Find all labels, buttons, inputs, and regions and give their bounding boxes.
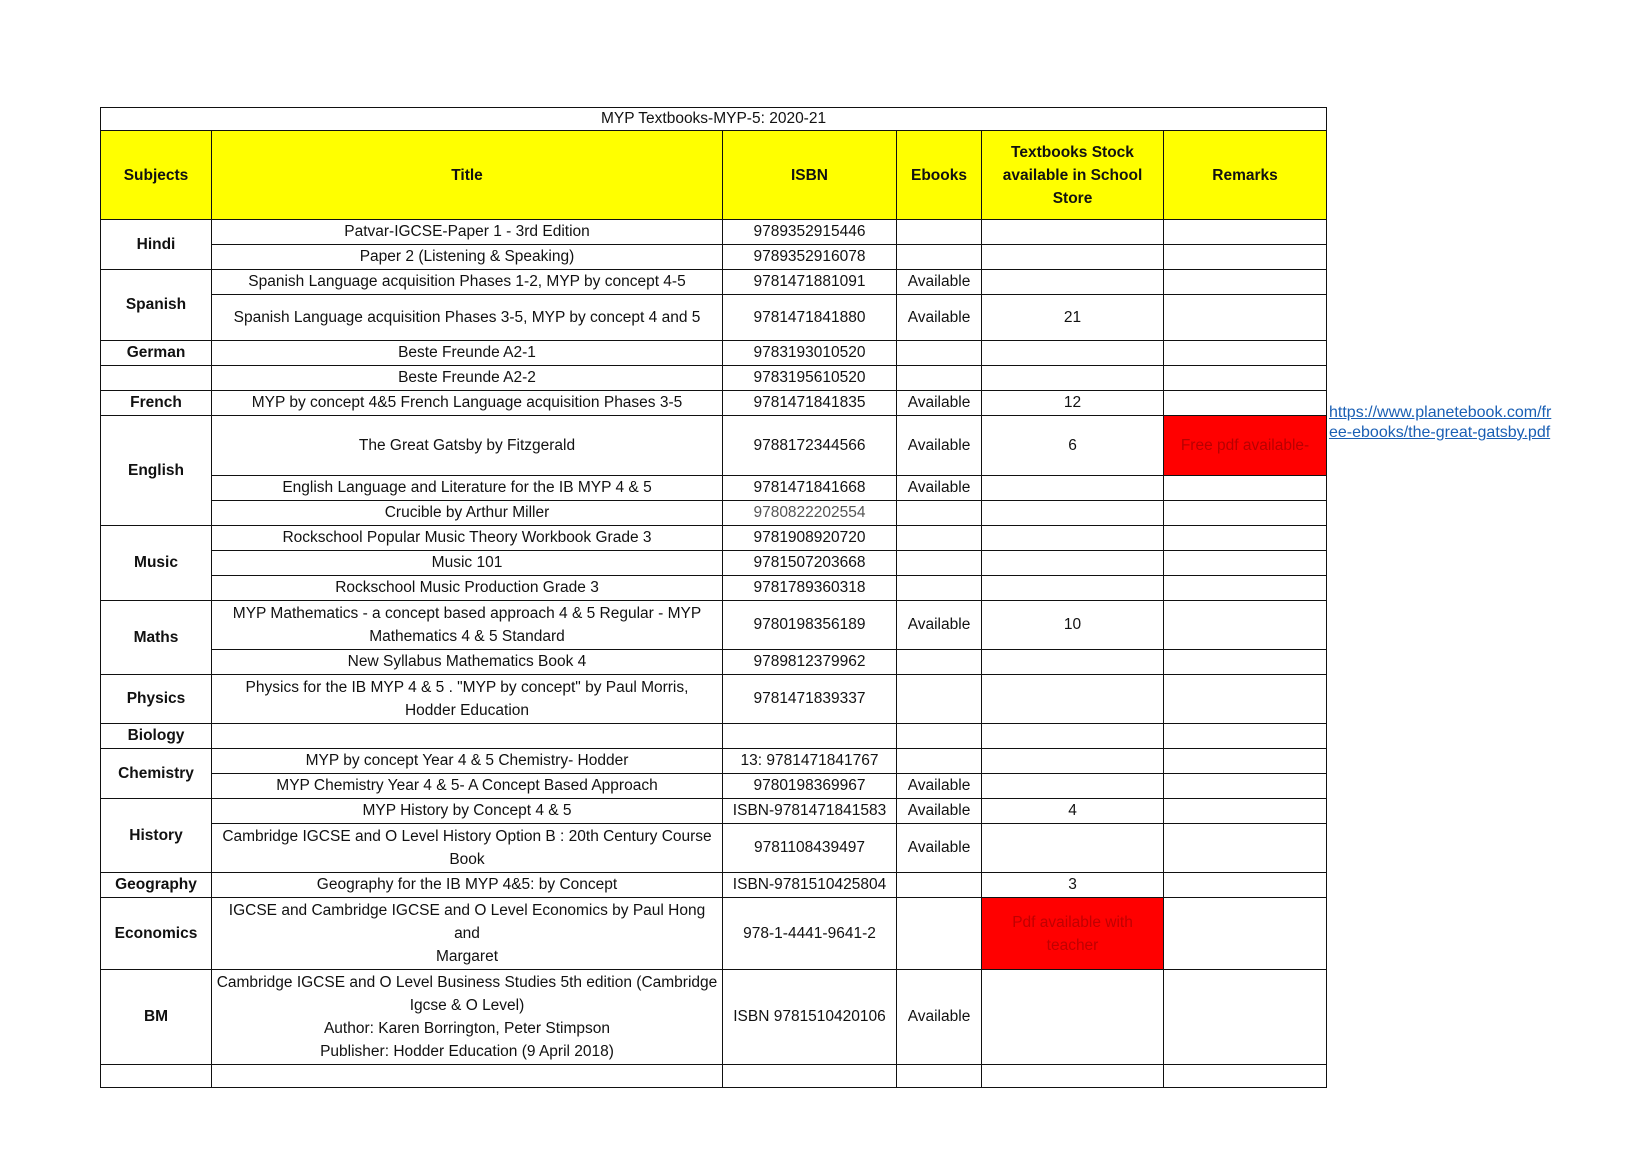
table-row bbox=[101, 341, 1327, 366]
header-remarks: Remarks bbox=[1164, 131, 1327, 220]
header-isbn: ISBN bbox=[723, 131, 897, 220]
remarks-cell bbox=[1164, 675, 1327, 724]
stock-cell bbox=[982, 366, 1164, 391]
book-isbn: 9781471841880 bbox=[723, 295, 897, 341]
table-title: MYP Textbooks-MYP-5: 2020-21 bbox=[101, 108, 1327, 131]
ebook-status: Available bbox=[897, 416, 982, 476]
table-row bbox=[101, 220, 1327, 245]
ebook-status: Available bbox=[897, 295, 982, 341]
book-title bbox=[212, 724, 723, 749]
header-stock: Textbooks Stock available in School Store bbox=[982, 131, 1164, 220]
remarks-cell bbox=[1164, 898, 1327, 970]
book-isbn: ISBN-9781510425804 bbox=[723, 873, 897, 898]
title-line: Mathematics 4 & 5 Standard bbox=[369, 628, 565, 645]
remarks-cell bbox=[1164, 391, 1327, 416]
remarks-cell bbox=[1164, 576, 1327, 601]
title-line: Hodder Education bbox=[404, 702, 530, 719]
header-subjects: Subjects bbox=[101, 131, 212, 220]
gatsby-pdf-link[interactable]: https://www.planetebook.com/free-ebooks/the-great-gatsby.pdf bbox=[1329, 404, 1552, 441]
subject-geography: Geography bbox=[101, 873, 212, 898]
book-isbn: 9789352916078 bbox=[723, 245, 897, 270]
empty-cell bbox=[212, 1065, 723, 1088]
ebook-cell bbox=[897, 220, 982, 245]
remarks-cell bbox=[1164, 270, 1327, 295]
book-isbn: ISBN-9781471841583 bbox=[723, 799, 897, 824]
remarks-cell bbox=[1164, 650, 1327, 675]
book-isbn: 978-1-4441-9641-2 bbox=[723, 898, 897, 970]
stock-cell bbox=[982, 724, 1164, 749]
remarks-cell bbox=[1164, 873, 1327, 898]
book-isbn: 9781108439497 bbox=[723, 824, 897, 873]
remarks-cell bbox=[1164, 749, 1327, 774]
ebook-cell bbox=[897, 724, 982, 749]
ebook-status: Available bbox=[897, 824, 982, 873]
subject-empty bbox=[101, 366, 212, 391]
subject-french: French bbox=[101, 391, 212, 416]
stock-cell bbox=[982, 220, 1164, 245]
stock-count: 4 bbox=[982, 799, 1164, 824]
table-row bbox=[101, 551, 1327, 576]
table-row bbox=[101, 824, 1327, 873]
remarks-cell bbox=[1164, 799, 1327, 824]
title-line: IGCSE and Cambridge IGCSE and O Level Economics by Paul Hong and bbox=[228, 902, 706, 942]
table-row bbox=[101, 366, 1327, 391]
subject-music: Music bbox=[101, 526, 212, 601]
stock-cell bbox=[982, 774, 1164, 799]
empty-cell bbox=[897, 1065, 982, 1088]
ebook-status: Available bbox=[897, 270, 982, 295]
book-isbn bbox=[723, 724, 897, 749]
remarks-cell bbox=[1164, 970, 1327, 1065]
book-title: Paper 2 (Listening & Speaking) bbox=[212, 245, 723, 270]
stock-line: Pdf available with bbox=[1012, 913, 1133, 931]
book-title: Crucible by Arthur Miller bbox=[212, 501, 723, 526]
book-title: MYP Chemistry Year 4 & 5- A Concept Based Approach bbox=[212, 774, 723, 799]
book-title: MYP by concept Year 4 & 5 Chemistry- Hodder bbox=[212, 749, 723, 774]
remarks-cell bbox=[1164, 245, 1327, 270]
book-title: Spanish Language acquisition Phases 1-2, MYP by concept 4-5 bbox=[212, 270, 723, 295]
empty-cell bbox=[982, 1065, 1164, 1088]
table-row bbox=[101, 245, 1327, 270]
stock-cell bbox=[982, 341, 1164, 366]
stock-cell bbox=[982, 576, 1164, 601]
stock-count: 6 bbox=[982, 416, 1164, 476]
stock-cell bbox=[982, 970, 1164, 1065]
stock-count: 12 bbox=[982, 391, 1164, 416]
title-line: Cambridge IGCSE and O Level History Option B : 20th Century Course bbox=[222, 828, 712, 845]
remarks-cell bbox=[1164, 501, 1327, 526]
ebook-status: Available bbox=[897, 970, 982, 1065]
book-isbn: 9783193010520 bbox=[723, 341, 897, 366]
book-isbn: 9789352915446 bbox=[723, 220, 897, 245]
table-row bbox=[101, 601, 1327, 650]
subject-spanish: Spanish bbox=[101, 270, 212, 341]
book-isbn: 9781471841668 bbox=[723, 476, 897, 501]
book-title: The Great Gatsby by Fitzgerald bbox=[212, 416, 723, 476]
ebook-cell bbox=[897, 675, 982, 724]
ebook-cell bbox=[897, 873, 982, 898]
remarks-cell bbox=[1164, 551, 1327, 576]
ebook-status: Available bbox=[897, 601, 982, 650]
stock-count: 3 bbox=[982, 873, 1164, 898]
book-isbn: ISBN 9781510420106 bbox=[723, 970, 897, 1065]
stock-cell bbox=[982, 551, 1164, 576]
title-line: Igcse & O Level) bbox=[409, 997, 525, 1014]
textbook-sheet bbox=[100, 107, 1326, 1088]
ebook-cell bbox=[897, 526, 982, 551]
table-row bbox=[101, 799, 1327, 824]
book-isbn: 9780198356189 bbox=[723, 601, 897, 650]
table-row bbox=[101, 724, 1327, 749]
table-row bbox=[101, 898, 1327, 970]
subject-economics: Economics bbox=[101, 898, 212, 970]
stock-line: teacher bbox=[1046, 936, 1099, 954]
subject-english: English bbox=[101, 416, 212, 526]
table-row bbox=[101, 526, 1327, 551]
textbooks-table bbox=[100, 107, 1327, 1088]
remarks-cell bbox=[1164, 724, 1327, 749]
remarks-cell bbox=[1164, 774, 1327, 799]
ebook-status: Available bbox=[897, 476, 982, 501]
remarks-cell bbox=[1164, 220, 1327, 245]
table-row bbox=[101, 650, 1327, 675]
title-line: Author: Karen Borrington, Peter Stimpson bbox=[323, 1020, 611, 1037]
book-isbn: 9781471839337 bbox=[723, 675, 897, 724]
book-title bbox=[212, 898, 723, 970]
title-line: Book bbox=[449, 851, 485, 868]
book-isbn: 9783195610520 bbox=[723, 366, 897, 391]
table-row bbox=[101, 501, 1327, 526]
table-row bbox=[101, 774, 1327, 799]
stock-count: 21 bbox=[982, 295, 1164, 341]
title-line: MYP Mathematics - a concept based approach 4 & 5 Regular - MYP bbox=[232, 605, 702, 622]
subject-maths: Maths bbox=[101, 601, 212, 675]
book-title bbox=[212, 675, 723, 724]
subject-hindi: Hindi bbox=[101, 220, 212, 270]
table-row bbox=[101, 295, 1327, 341]
remarks-cell bbox=[1164, 476, 1327, 501]
book-title: MYP History by Concept 4 & 5 bbox=[212, 799, 723, 824]
book-isbn: 9780198369967 bbox=[723, 774, 897, 799]
table-row bbox=[101, 873, 1327, 898]
remarks-cell bbox=[1164, 341, 1327, 366]
table-row bbox=[101, 416, 1327, 476]
table-row bbox=[101, 270, 1327, 295]
remark-text: Free pdf available- bbox=[1180, 436, 1310, 454]
book-title: Rockschool Popular Music Theory Workbook Grade 3 bbox=[212, 526, 723, 551]
book-isbn: 9781507203668 bbox=[723, 551, 897, 576]
ebook-cell bbox=[897, 576, 982, 601]
stock-pdf-with-teacher bbox=[982, 898, 1164, 970]
stock-cell bbox=[982, 526, 1164, 551]
book-title: Spanish Language acquisition Phases 3-5, MYP by concept 4 and 5 bbox=[212, 295, 723, 341]
stock-cell bbox=[982, 824, 1164, 873]
ebook-cell bbox=[897, 749, 982, 774]
remarks-cell bbox=[1164, 366, 1327, 391]
book-title bbox=[212, 601, 723, 650]
ebook-status: Available bbox=[897, 799, 982, 824]
book-title bbox=[212, 970, 723, 1065]
table-row bbox=[101, 576, 1327, 601]
book-isbn: 9780822202554 bbox=[723, 501, 897, 526]
empty-cell bbox=[101, 1065, 212, 1088]
book-title: Music 101 bbox=[212, 551, 723, 576]
stock-cell bbox=[982, 501, 1164, 526]
subject-chemistry: Chemistry bbox=[101, 749, 212, 799]
table-row bbox=[101, 970, 1327, 1065]
table-row bbox=[101, 675, 1327, 724]
ebook-cell bbox=[897, 650, 982, 675]
remarks-cell bbox=[1164, 295, 1327, 341]
subject-physics: Physics bbox=[101, 675, 212, 724]
empty-cell bbox=[1164, 1065, 1327, 1088]
remarks-cell bbox=[1164, 526, 1327, 551]
stock-cell bbox=[982, 270, 1164, 295]
ebook-cell bbox=[897, 341, 982, 366]
book-title bbox=[212, 824, 723, 873]
book-isbn: 9789812379962 bbox=[723, 650, 897, 675]
header-ebooks: Ebooks bbox=[897, 131, 982, 220]
subject-history: History bbox=[101, 799, 212, 873]
stock-cell bbox=[982, 749, 1164, 774]
table-row bbox=[101, 391, 1327, 416]
book-isbn: 9781471881091 bbox=[723, 270, 897, 295]
title-line: Margaret bbox=[435, 948, 499, 965]
title-line: Publisher: Hodder Education (9 April 2018) bbox=[320, 1043, 614, 1060]
title-line: Cambridge IGCSE and O Level Business Studies 5th edition (Cambridge bbox=[216, 974, 718, 991]
subject-biology: Biology bbox=[101, 724, 212, 749]
ebook-cell bbox=[897, 366, 982, 391]
book-title: New Syllabus Mathematics Book 4 bbox=[212, 650, 723, 675]
ebook-cell bbox=[897, 898, 982, 970]
ebook-cell bbox=[897, 245, 982, 270]
title-line: Physics for the IB MYP 4 & 5 . "MYP by concept" by Paul Morris, bbox=[245, 679, 689, 696]
table-row bbox=[101, 476, 1327, 501]
table-row bbox=[101, 1065, 1327, 1088]
book-title: Beste Freunde A2-1 bbox=[212, 341, 723, 366]
remarks-cell bbox=[1164, 824, 1327, 873]
book-title: Beste Freunde A2-2 bbox=[212, 366, 723, 391]
ebook-cell bbox=[897, 551, 982, 576]
book-isbn: 9781471841835 bbox=[723, 391, 897, 416]
book-title: MYP by concept 4&5 French Language acquisition Phases 3-5 bbox=[212, 391, 723, 416]
book-title: Geography for the IB MYP 4&5: by Concept bbox=[212, 873, 723, 898]
empty-cell bbox=[723, 1065, 897, 1088]
book-title: Rockschool Music Production Grade 3 bbox=[212, 576, 723, 601]
book-isbn: 9788172344566 bbox=[723, 416, 897, 476]
book-isbn: 9781908920720 bbox=[723, 526, 897, 551]
remark-free-pdf bbox=[1164, 416, 1327, 476]
header-row bbox=[101, 131, 1327, 220]
book-title: Patvar-IGCSE-Paper 1 - 3rd Edition bbox=[212, 220, 723, 245]
book-title: English Language and Literature for the IB MYP 4 & 5 bbox=[212, 476, 723, 501]
header-title: Title bbox=[212, 131, 723, 220]
subject-bm: BM bbox=[101, 970, 212, 1065]
book-isbn: 13: 9781471841767 bbox=[723, 749, 897, 774]
stock-count: 10 bbox=[982, 601, 1164, 650]
subject-german: German bbox=[101, 341, 212, 366]
table-row bbox=[101, 749, 1327, 774]
ebook-status: Available bbox=[897, 774, 982, 799]
stock-cell bbox=[982, 650, 1164, 675]
remarks-cell bbox=[1164, 601, 1327, 650]
book-isbn: 9781789360318 bbox=[723, 576, 897, 601]
ebook-cell bbox=[897, 501, 982, 526]
stock-cell bbox=[982, 476, 1164, 501]
stock-cell bbox=[982, 245, 1164, 270]
ebook-status: Available bbox=[897, 391, 982, 416]
stock-cell bbox=[982, 675, 1164, 724]
